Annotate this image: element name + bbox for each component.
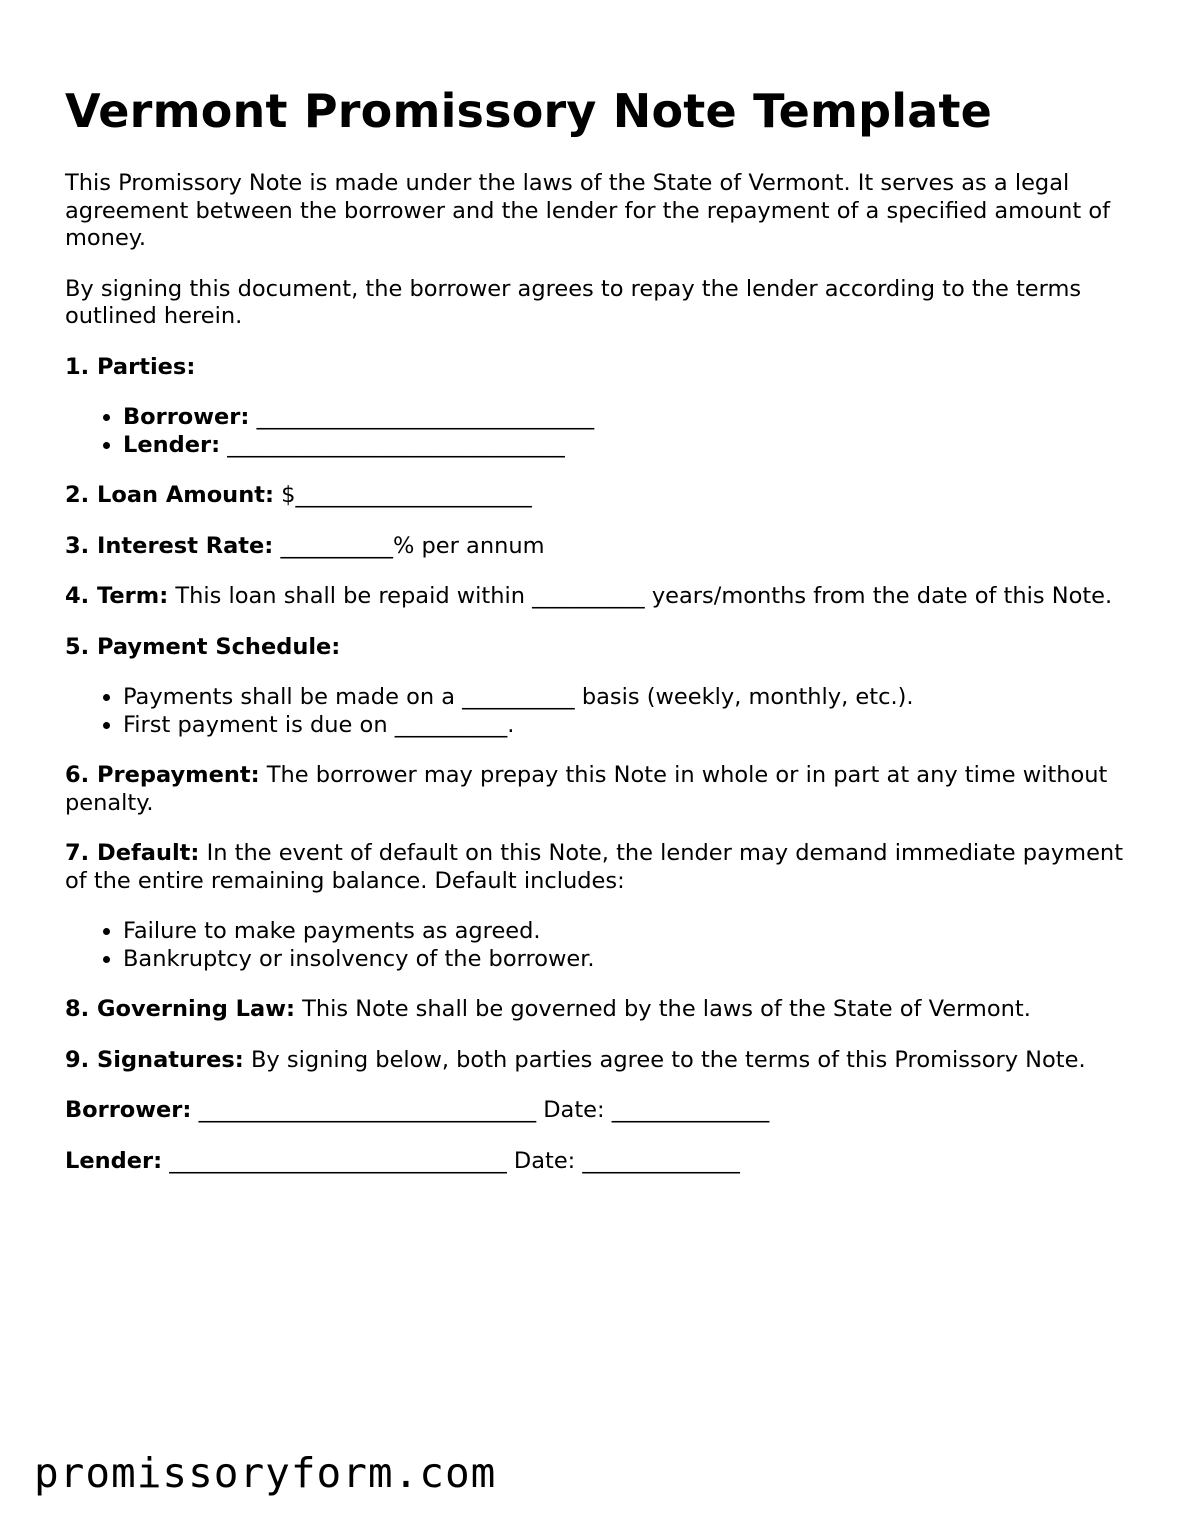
borrower-signature-label: Borrower: — [65, 1097, 192, 1123]
term-label: 4. Term: — [65, 583, 169, 609]
signatures-text: By signing below, both parties agree to the terms of this Promissory Note. — [250, 1046, 1086, 1073]
lender-label: Lender: — [123, 431, 221, 458]
payment-schedule-label: 5. Payment Schedule: — [65, 633, 341, 660]
governing-law-label: 8. Governing Law: — [65, 996, 295, 1022]
payment-schedule-heading — [65, 634, 1135, 662]
interest-rate-text: __________% per annum — [280, 532, 545, 559]
parties-heading-label: 1. Parties: — [65, 353, 196, 380]
borrower-signature-blanks: ______________________________ Date: ______________ — [198, 1097, 770, 1123]
payment-schedule-list — [65, 684, 1135, 739]
page-title: Vermont Promissory Note Template — [65, 84, 993, 138]
list-item-borrower — [123, 404, 1135, 432]
borrower-signature-line — [65, 1097, 1135, 1125]
document-page — [65, 82, 1135, 1198]
intro-paragraph-2: By signing this document, the borrower agrees to repay the lender according to the terms outlined herein. — [65, 275, 1082, 329]
term-section — [65, 583, 1135, 611]
parties-list — [65, 404, 1135, 459]
list-item: • Payments shall be made on a __________ basis (weekly, monthly, etc.). — [123, 684, 1135, 712]
site-watermark: promissoryform.com — [34, 1449, 497, 1497]
list-item: • First payment is due on __________. — [123, 712, 1135, 740]
governing-law-section — [65, 996, 1135, 1024]
loan-amount-label: 2. Loan Amount: — [65, 482, 274, 508]
loan-amount-section — [65, 482, 1135, 510]
interest-rate-label: 3. Interest Rate: — [65, 532, 274, 559]
list-item-lender — [123, 432, 1135, 460]
intro-paragraph-1: This Promissory Note is made under the laws of the State of Vermont. It serves as a legal agreement between the borrower and the lender for the repayment of a specified amount of money. — [65, 170, 1111, 251]
term-text: This loan shall be repaid within __________ years/months from the date of this Note. — [175, 583, 1113, 609]
signatures-section — [65, 1047, 1135, 1075]
signatures-label: 9. Signatures: — [65, 1046, 244, 1073]
lender-blank: ______________________________ — [227, 431, 565, 458]
list-item: • Failure to make payments as agreed. — [123, 918, 1135, 946]
list-item: • Bankruptcy or insolvency of the borrower. — [123, 946, 1135, 974]
default-text: In the event of default on this Note, the lender may demand immediate payment of the entire remaining balance. Default includes: — [65, 840, 1124, 894]
parties-heading — [65, 354, 1135, 382]
prepayment-label: 6. Prepayment: — [65, 762, 260, 788]
borrower-label: Borrower: — [123, 404, 250, 430]
interest-rate-section — [65, 533, 1135, 561]
prepayment-text: The borrower may prepay this Note in whole or in part at any time without penalty. — [65, 762, 1108, 816]
lender-signature-label: Lender: — [65, 1147, 163, 1174]
default-label: 7. Default: — [65, 840, 200, 866]
loan-amount-text: $_____________________ — [281, 482, 532, 508]
governing-law-text: This Note shall be governed by the laws of the State of Vermont. — [302, 996, 1031, 1022]
lender-signature-line — [65, 1148, 1135, 1176]
lender-signature-blanks: ______________________________ Date: ______________ — [169, 1147, 740, 1174]
prepayment-section — [65, 762, 1135, 817]
borrower-blank: ______________________________ — [256, 404, 595, 430]
default-section — [65, 840, 1135, 895]
default-list — [65, 918, 1135, 973]
